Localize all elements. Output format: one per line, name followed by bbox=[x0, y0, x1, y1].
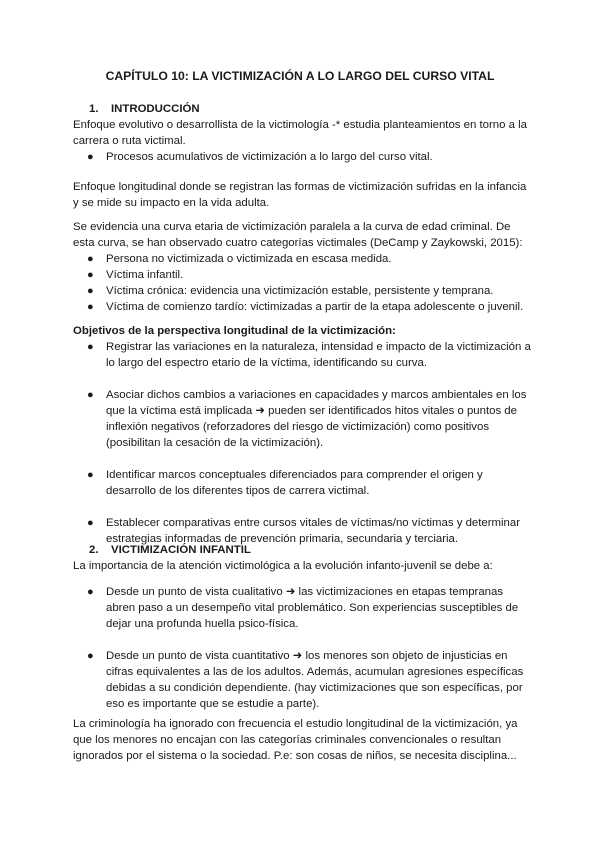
bullet-icon: ● bbox=[87, 253, 94, 265]
curve-paragraph: Se evidencia una curva etaria de victimización paralela a la curva de edad criminal. De esta curva, se han observado cuatro categorías victimales (DeCamp y Zaykowski, 2015): bbox=[73, 221, 523, 249]
category-list bbox=[73, 251, 533, 315]
section-2-title: VICTIMIZACIÓN INFANTIL bbox=[111, 544, 251, 556]
bullet-icon: ● bbox=[87, 341, 94, 353]
list-item: ● Procesos acumulativos de victimización a lo largo del curso vital. bbox=[87, 151, 433, 163]
list-item: ● Identificar marcos conceptuales diferenciados para comprender el origen y desarrollo de los diferentes tipos de carrera victimal. bbox=[87, 469, 483, 497]
bullet-icon: ● bbox=[87, 389, 94, 401]
section-2-heading bbox=[89, 542, 251, 558]
list-item: ● Establecer comparativas entre cursos vitales de víctimas/no víctimas y determinar estrategias informadas de prevención primaria, secundaria y terciaria. bbox=[87, 517, 521, 545]
objectives-heading: Objetivos de la perspectiva longitudinal de la victimización: bbox=[73, 325, 396, 337]
list-item: ● Persona no victimizada o victimizada en escasa medida. bbox=[87, 253, 392, 265]
closing-paragraph: La criminología ha ignorado con frecuencia el estudio longitudinal de la victimización, ya que los menores no encajan con las categorías criminales convencionales o resultan ignorados por el sistema o la sociedad. P.e: son cosas de niños, se necesita disciplina... bbox=[73, 718, 518, 762]
list-item: ● Registrar las variaciones en la naturaleza, intensidad e impacto de la victimización a lo largo del espectro etario de la víctima, identificando su curva. bbox=[87, 341, 531, 369]
list-item: ● Desde un punto de vista cualitativo ➜ las victimizaciones en etapas tempranas abren paso a un desempeño vital problemático. Son experiencias susceptibles de dejar una profunda huella psico-física. bbox=[87, 586, 519, 630]
section-2-number: 2. bbox=[89, 544, 99, 556]
list-item: ● Asociar dichos cambios a variaciones en capacidades y marcos ambientales en los que la víctima está implicada ➜ pueden ser identificados hitos vitales o puntos de inflexión negativos (reforzadores del riesgo de victimización) como positivos (posibilitan la cesación de la victimización). bbox=[87, 389, 527, 449]
section-1-number: 1. bbox=[89, 103, 99, 115]
bullet-icon: ● bbox=[87, 650, 94, 662]
section-1-title: INTRODUCCIÓN bbox=[111, 103, 200, 115]
viewpoint-list bbox=[73, 584, 533, 712]
bullet-icon: ● bbox=[87, 301, 94, 313]
longitudinal-paragraph: Enfoque longitudinal donde se registran las formas de victimización sufridas en la infancia y se mide su impacto en la vida adulta. bbox=[73, 181, 527, 209]
bullet-icon: ● bbox=[87, 586, 94, 598]
bullet-icon: ● bbox=[87, 469, 94, 481]
chapter-title: CAPÍTULO 10: LA VICTIMIZACIÓN A LO LARGO DEL CURSO VITAL bbox=[105, 69, 495, 83]
bullet-icon: ● bbox=[87, 269, 94, 281]
bullet-icon: ● bbox=[87, 151, 94, 163]
intro-bullet-list bbox=[73, 149, 533, 165]
list-item: ● Víctima infantil. bbox=[87, 269, 184, 281]
section-1-heading bbox=[89, 101, 200, 117]
section-2-intro: La importancia de la atención victimológica a la evolución infanto-juvenil se debe a: bbox=[73, 560, 493, 572]
intro-paragraph: Enfoque evolutivo o desarrollista de la victimología -* estudia planteamientos en torno a la carrera o ruta victimal. bbox=[73, 119, 527, 147]
bullet-icon: ● bbox=[87, 285, 94, 297]
objectives-list bbox=[73, 339, 533, 547]
bullet-icon: ● bbox=[87, 517, 94, 529]
list-item: ● Víctima crónica: evidencia una victimización estable, persistente y temprana. bbox=[87, 285, 494, 297]
list-item: ● Desde un punto de vista cuantitativo ➜ los menores son objeto de injusticias en cifras equivalentes a las de los adultos. Además, acumulan agresiones específicas debidas a su condición dependiente. (hay victimizaciones que son específicas, por eso es importante que se estudie a parte). bbox=[87, 650, 524, 710]
list-item: ● Víctima de comienzo tardío: victimizadas a partir de la etapa adolescente o juvenil. bbox=[87, 301, 524, 313]
